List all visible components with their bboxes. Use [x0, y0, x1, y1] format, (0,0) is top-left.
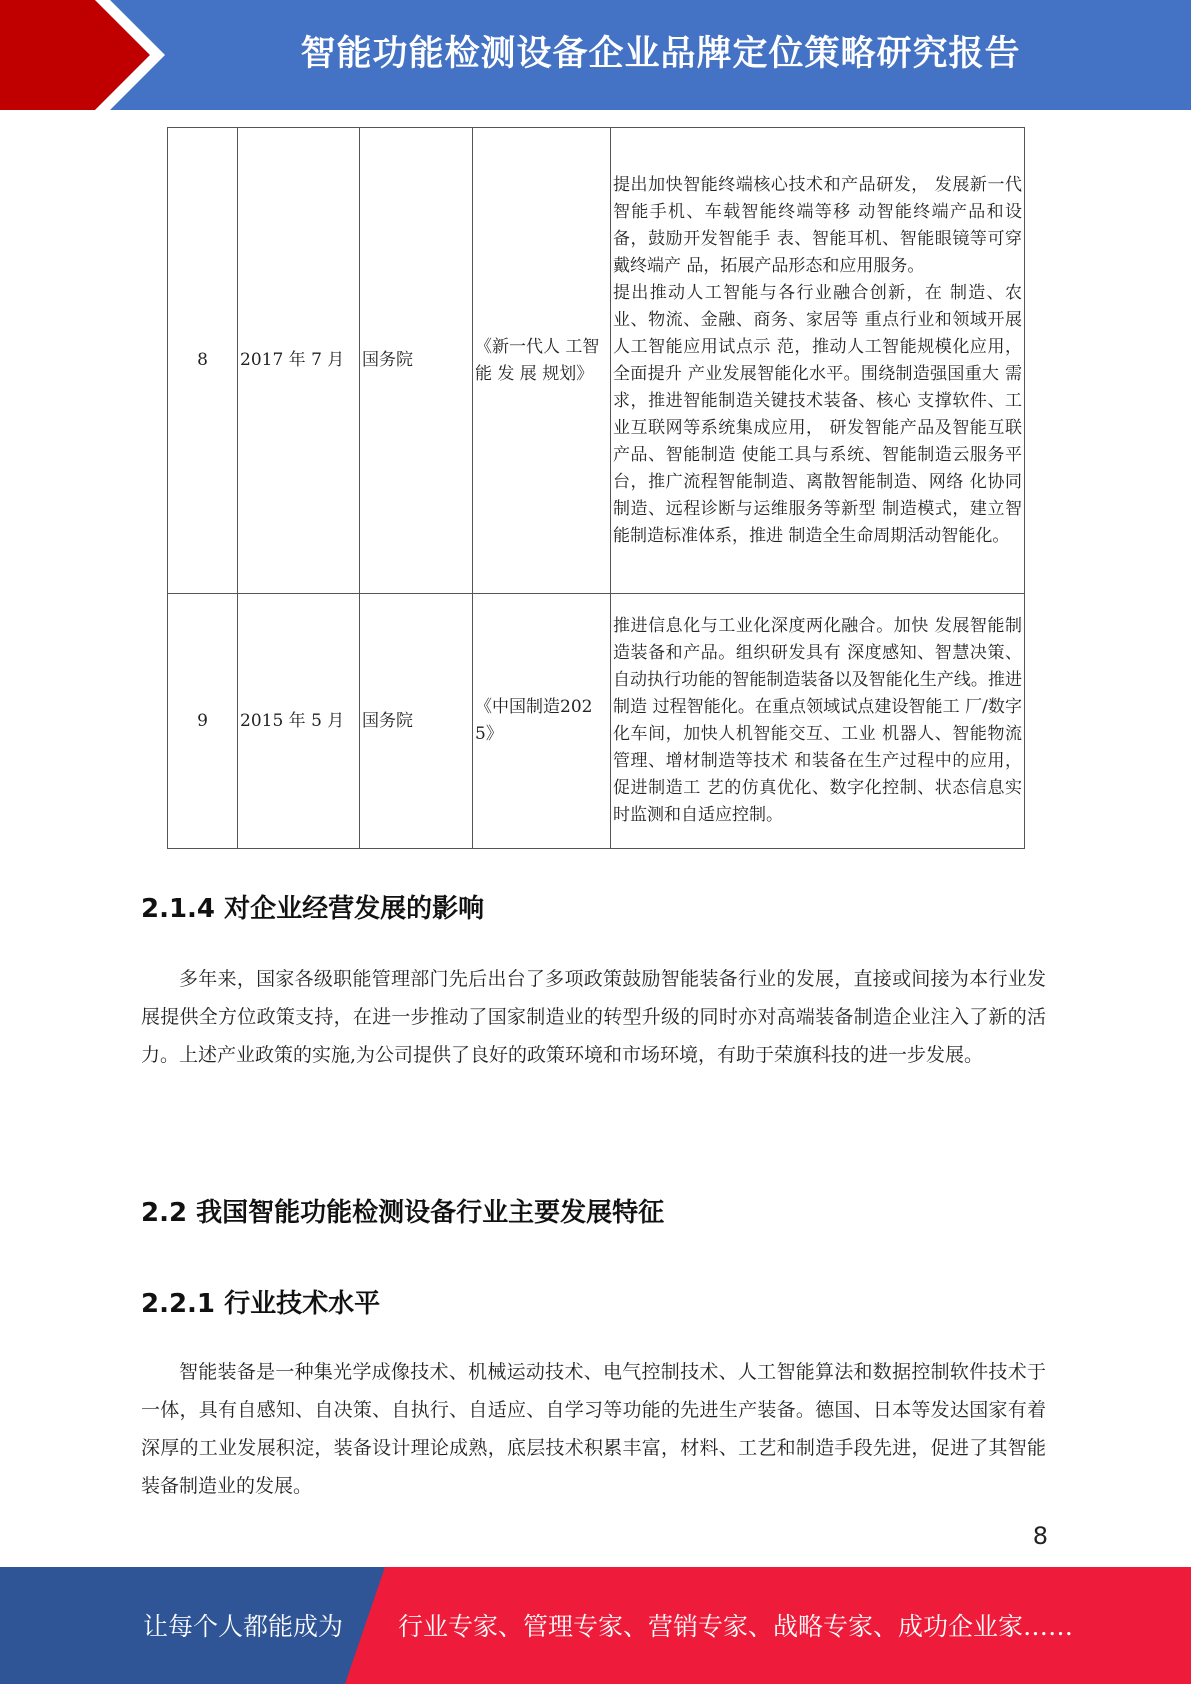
section-paragraph-2-1-4: 多年来，国家各级职能管理部门先后出台了多项政策鼓励智能装备行业的发展，直接或间接为本行业发展提供全方位政策支持，在进一步推动了国家制造业的转型升级的同时亦对高端装备制造企业注入了新的活力。上述产业政策的实施,为公司提供了良好的政策环境和市场环境，有助于荣旗科技的进一步发展。 [141, 968, 1046, 1066]
row-issuer: 国务院 [360, 594, 473, 849]
row-content: 提出加快智能终端核心技术和产品研发， 发展新一代智能手机、车载智能终端等移 动智能终端产品和设备，鼓励开发智能手 表、智能耳机、智能眼镜等可穿戴终端产 品，拓展产品形态和应用服务。 提出推动人工智能与各行业融合创新，在 制造、农业、物流、金融、商务、家居等 重点行业和领域开展人工智能应用试点示 范，推动人工智能规模化应用，全面提升 产业发展智能化水平。围绕制造强国重大 需求，推进智能制造关键技术装备、核心 支撑软件、工业互联网等系统集成应用， 研发智能产品及智能互联产品、智能制造 使能工具与系统、智能制造云服务平台，推广流程智能制造、离散智能制造、网络 化协同制造、远程诊断与运维服务等新型 制造模式，建立智能制造标准体系，推进 制造全生命周期活动智能化。 [611, 128, 1025, 594]
section-paragraph-2-2-1: 智能装备是一种集光学成像技术、机械运动技术、电气控制技术、人工智能算法和数据控制软件技术于一体，具有自感知、自决策、自执行、自适应、自学习等功能的先进生产装备。德国、日本等发达国家有着深厚的工业发展积淀，装备设计理论成熟，底层技术积累丰富，材料、工艺和制造手段先进，促进了其智能装备制造业的发展。 [141, 1361, 1046, 1497]
footer-slogan-left: 让每个人都能成为 [143, 1612, 344, 1641]
page-number: 8 [1032, 1522, 1048, 1550]
section-heading-2-2: 2.2 我国智能功能检测设备行业主要发展特征 [141, 1198, 665, 1228]
table-row [168, 594, 1025, 849]
row-index: 8 [168, 128, 238, 594]
row-date: 2015 年 5 月 [238, 594, 360, 849]
row-issuer: 国务院 [360, 128, 473, 594]
page-footer [0, 1567, 1191, 1684]
row-document: 《中国制造2025》 [473, 594, 611, 849]
row-index: 9 [168, 594, 238, 849]
section-heading-2-2-1: 2.2.1 行业技术水平 [141, 1289, 381, 1319]
report-title: 智能功能检测设备企业品牌定位策略研究报告 [300, 34, 1021, 74]
row-date: 2017 年 7 月 [238, 128, 360, 594]
page-header [0, 0, 1191, 110]
table-row [168, 128, 1025, 594]
row-content: 推进信息化与工业化深度两化融合。加快 发展智能制造装备和产品。组织研发具有 深度感知、智慧决策、自动执行功能的智能制造装备以及智能化生产线。推进制造 过程智能化。在重点领域试点建设智能工 厂/数字化车间，加快人机智能交互、工业 机器人、智能物流管理、增材制造等技术 和装备在生产过程中的应用，促进制造工 艺的仿真优化、数字化控制、状态信息实时监测和自适应控制。 [611, 594, 1025, 849]
row-document: 《新一代人 工智 能 发 展 规划》 [473, 128, 611, 594]
footer-slogan-right: 行业专家、管理专家、营销专家、战略专家、成功企业家…… [398, 1612, 1074, 1641]
section-heading-2-1-4: 2.1.4 对企业经营发展的影响 [141, 894, 485, 924]
policy-table [167, 127, 1025, 849]
